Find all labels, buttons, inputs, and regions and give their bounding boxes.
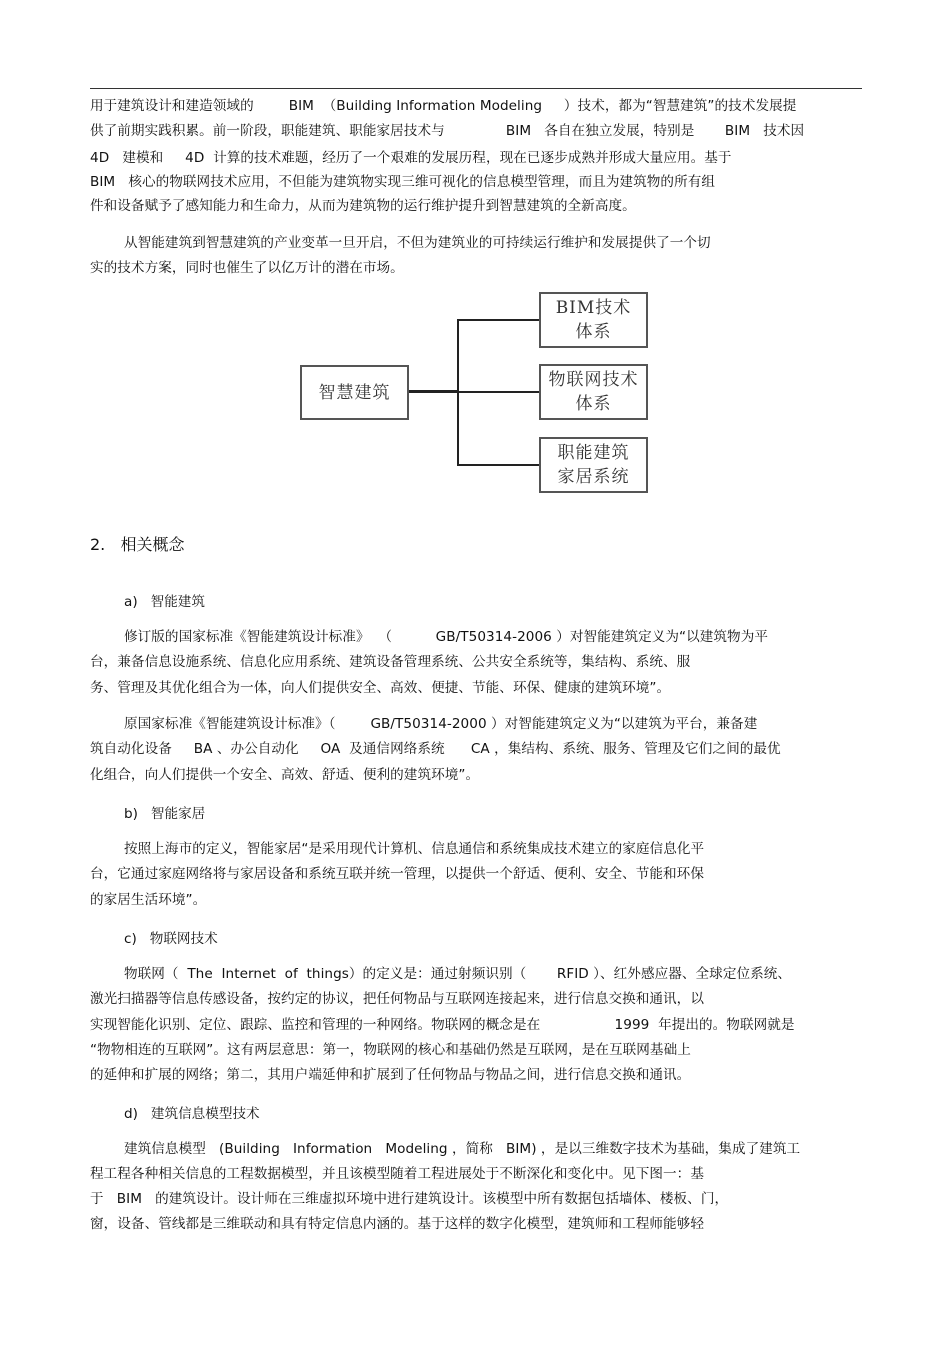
diagram-child-label: 物联网技术 [548, 370, 639, 390]
paragraph-line: 化组合，向人们提供一个安全、高效、舒适、便利的建筑环境”。 [90, 767, 480, 783]
paragraph-line: 筑自动化设备 BA 、办公自动化 OA 及通信网络系统 CA ，集结构、系统、服务、管理及它们之间的最优 [90, 741, 781, 757]
paragraph-line: 激光扫描器等信息传感设备，按约定的协议，把任何物品与互联网连接起来，进行信息交换和通讯，以 [90, 991, 704, 1007]
paragraph-line: BIM 核心的物联网技术应用，不但能为建筑物实现三维可视化的信息模型管理，而且为建筑物的所有组 [90, 174, 716, 190]
diagram-child-box-building [539, 437, 648, 493]
paragraph-line: 供了前期实践积累。前一阶段，职能建筑、职能家居技术与 BIM 各自在独立发展，特别是 BIM 技术因 [90, 123, 805, 139]
paragraph-line: 按照上海市的定义，智能家居“是采用现代计算机、信息通信和系统集成技术建立的家庭信息化平 [124, 841, 705, 857]
diagram-child-label: 体系 [575, 394, 612, 414]
paragraph-line: 务、管理及其优化组合为一体，向人们提供安全、高效、便捷、节能、环保、健康的建筑环境”。 [90, 680, 671, 696]
paragraph-line: 于 BIM 的建筑设计。设计师在三维虚拟环境中进行建筑设计。该模型中所有数据包括墙体、楼板、门， [90, 1191, 729, 1207]
subsection-title: c) 物联网技术 [124, 931, 218, 947]
diagram-connector [457, 319, 539, 321]
diagram-child-label: BIM技术 [555, 298, 632, 318]
diagram-child-label: 体系 [575, 322, 612, 342]
paragraph-line: 用于建筑设计和建造领域的 BIM （Building Information Modeling ）技术，都为“智慧建筑”的技术发展提 [90, 98, 797, 114]
diagram-connector [457, 464, 539, 466]
paragraph-line: 建筑信息模型 (Building Information Modeling ，简称 BIM) ，是以三维数字技术为基础，集成了建筑工 [124, 1141, 801, 1157]
paragraph-line: 件和设备赋予了感知能力和生命力，从而为建筑物的运行维护提升到智慧建筑的全新高度。 [90, 198, 636, 214]
subsection-title: b) 智能家居 [124, 806, 206, 822]
paragraph-line: 实现智能化识别、定位、跟踪、监控和管理的一种网络。物联网的概念是在 1999 年提出的。物联网就是 [90, 1017, 795, 1033]
diagram-root-box [300, 365, 409, 420]
subsection-title: a) 智能建筑 [124, 594, 205, 610]
paragraph-line: 台，兼备信息设施系统、信息化应用系统、建筑设备管理系统、公共安全系统等，集结构、系统、服 [90, 654, 691, 670]
header-rule [90, 88, 862, 89]
paragraph-line: 物联网（ The Internet of things）的定义是：通过射频识别（ RFID ）、红外感应器、全球定位系统、 [124, 966, 792, 982]
diagram-child-box-iot [539, 364, 648, 420]
paragraph-line: 窗，设备、管线都是三维联动和具有特定信息内涵的。基于这样的数字化模型，建筑师和工程师能够轻 [90, 1216, 704, 1232]
section-heading: 2. 相关概念 [90, 535, 185, 554]
paragraph-line: 修订版的国家标准《智能建筑设计标准》 （ GB/T50314-2006 ）对智能建筑定义为“以建筑物为平 [124, 629, 768, 645]
diagram-child-label: 家居系统 [557, 467, 630, 487]
paragraph-line: 从智能建筑到智慧建筑的产业变革一旦开启，不但为建筑业的可持续运行维护和发展提供了一个切 [124, 235, 711, 251]
diagram-child-label: 职能建筑 [557, 443, 630, 463]
paragraph-line: 4D 建模和 4D 计算的技术难题，经历了一个艰难的发展历程，现在已逐步成熟并形成大量应用。基于 [90, 150, 732, 166]
diagram-connector [457, 391, 539, 393]
paragraph-line: 程工程各种相关信息的工程数据模型，并且该模型随着工程进展处于不断深化和变化中。见下图一：基 [90, 1166, 704, 1182]
diagram-root-label: 智慧建筑 [318, 382, 391, 403]
paragraph-line: “物物相连的互联网”。这有两层意思：第一，物联网的核心和基础仍然是互联网，是在互联网基础上 [90, 1042, 691, 1058]
diagram-connector [409, 390, 458, 393]
paragraph-line: 原国家标准《智能建筑设计标准》（ GB/T50314-2000 ）对智能建筑定义为“以建筑为平台，兼备建 [124, 716, 758, 732]
paragraph-line: 实的技术方案，同时也催生了以亿万计的潜在市场。 [90, 260, 404, 276]
paragraph-line: 的家居生活环境”。 [90, 892, 207, 908]
paragraph-line: 的延伸和扩展的网络；第二，其用户端延伸和扩展到了任何物品与物品之间，进行信息交换和通讯。 [90, 1067, 691, 1083]
diagram-child-box-bim [539, 292, 648, 348]
subsection-title: d) 建筑信息模型技术 [124, 1106, 260, 1122]
paragraph-line: 台，它通过家庭网络将与家居设备和系统互联并统一管理，以提供一个舒适、便利、安全、节能和环保 [90, 866, 704, 882]
